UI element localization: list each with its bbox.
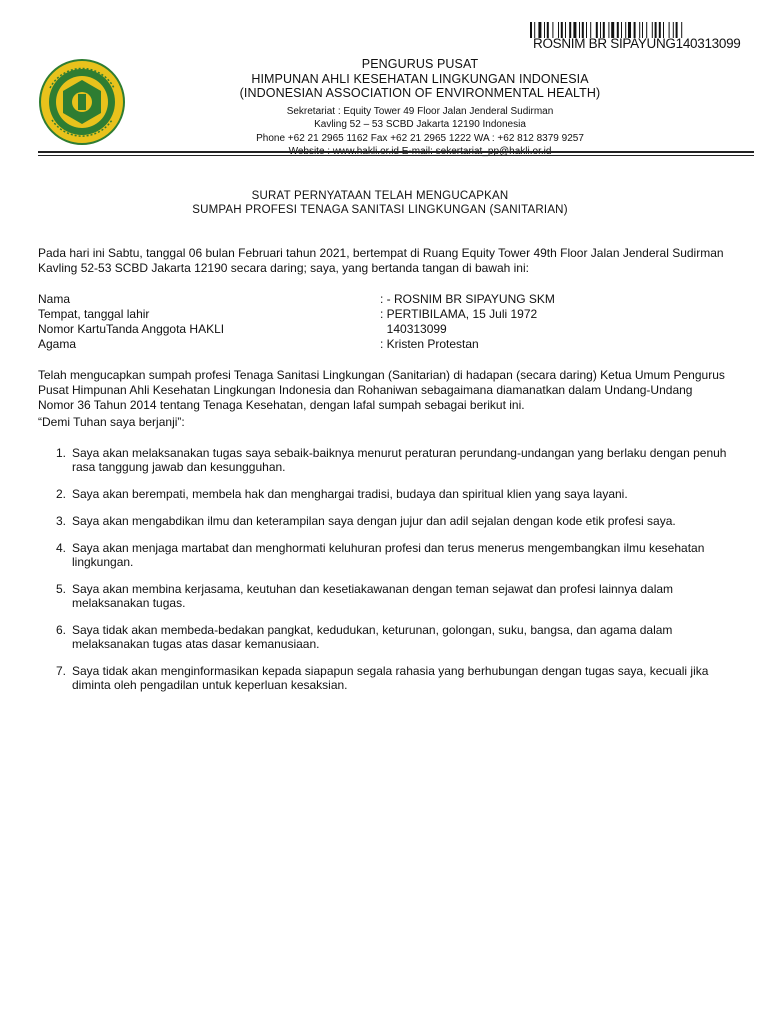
title-line-1: SURAT PERNYATAAN TELAH MENGUCAPKAN <box>251 190 509 202</box>
field-row-name <box>38 292 728 307</box>
field-value: : - ROSNIM BR SIPAYUNG SKM <box>380 292 555 306</box>
org-level: PENGURUS PUSAT <box>361 57 479 71</box>
intro-paragraph: Pada hari ini Sabtu, tanggal 06 bulan Februari tahun 2021, bertempat di Ruang Equity Tower 49th Floor Jalan Jenderal Sudirman Kavling 52-53 SCBD Jakarta 12190 secara daring; saya, yang bertanda tangan di bawah ini: <box>38 246 724 275</box>
field-label: Nomor KartuTanda Anggota HAKLI <box>38 322 225 336</box>
title-line-2: SUMPAH PROFESI TENAGA SANITASI LINGKUNGAN (SANITARIAN) <box>192 204 568 216</box>
field-label: Agama <box>38 337 77 351</box>
field-value: 140313099 <box>380 322 447 336</box>
list-item <box>38 487 728 501</box>
list-number: 5. <box>55 582 66 596</box>
list-text: Saya tidak akan membeda-bedakan pangkat, kedudukan, keturunan, golongan, suku, bangsa, dan agama dalam melaksanakan tugas atas dasar kemanusiaan. <box>72 623 673 651</box>
list-text: Saya akan menjaga martabat dan menghormati keluhuran profesi dan terus menerus mengembangkan ilmu kesehatan lingkungan. <box>72 541 705 569</box>
field-label: Nama <box>38 292 71 306</box>
list-text: Saya akan melaksanakan tugas saya sebaik-baiknya menurut peraturan perundang-undangan yang berlaku dengan penuh rasa tanggung jawab dan kesungguhan. <box>72 446 727 474</box>
field-row-religion <box>38 337 728 352</box>
letterhead-rule <box>38 151 754 153</box>
org-name-english: (INDONESIAN ASSOCIATION OF ENVIRONMENTAL HEALTH) <box>239 86 601 100</box>
hakli-logo <box>38 58 126 146</box>
list-item <box>38 582 728 610</box>
statement-paragraph: Telah mengucapkan sumpah profesi Tenaga Sanitasi Lingkungan (Sanitarian) di hadapan (secara daring) Ketua Umum Pengurus Pusat Himpunan Ahli Kesehatan Lingkungan Indonesia dan Rohaniwan sebagaimana diamanatkan dalam Undang-Undang Nomor 36 Tahun 2014 tentang Tenaga Kesehatan, dengan lafal sumpah sebagai berikut ini. <box>38 368 725 412</box>
list-text: Saya akan berempati, membela hak dan menghargai tradisi, budaya dan spiritual klien yang saya layani. <box>72 487 628 501</box>
list-item <box>38 541 728 569</box>
org-name: HIMPUNAN AHLI KESEHATAN LINGKUNGAN INDONESIA <box>251 71 589 86</box>
field-row-member-number <box>38 322 728 337</box>
list-text: Saya tidak akan menginformasikan kepada siapapun segala rahasia yang berhubungan dengan tugas saya, kecuali jika diminta oleh pengadilan untuk keperluan kesaksian. <box>72 664 709 692</box>
oath-intro: “Demi Tuhan saya berjanji”: <box>38 415 185 429</box>
list-number: 6. <box>55 623 66 637</box>
letterhead-rule-thin <box>38 155 754 156</box>
document-title <box>80 189 680 217</box>
field-value: : Kristen Protestan <box>380 337 479 351</box>
list-item <box>38 514 728 528</box>
list-text: Saya akan membina kerjasama, keutuhan dan kesetiakawanan dengan teman sejawat dan profesi lainnya dalam melaksanakan tugas. <box>72 582 674 610</box>
barcode-text: ROSNIM BR SIPAYUNG140313099 <box>533 36 741 51</box>
list-number: 1. <box>55 446 66 460</box>
identity-fields <box>38 292 728 352</box>
list-item <box>38 623 728 651</box>
field-value: : PERTIBILAMA, 15 Juli 1972 <box>380 307 538 321</box>
contact-phone: Phone +62 21 2965 1162 Fax +62 21 2965 1222 WA : +62 812 8379 9257 <box>256 132 584 144</box>
list-item <box>38 664 728 692</box>
list-item <box>38 446 728 474</box>
list-number: 4. <box>55 541 66 555</box>
list-number: 7. <box>55 664 66 678</box>
address-line-1: Sekretariat : Equity Tower 49 Floor Jalan Jenderal Sudirman <box>286 105 554 117</box>
list-number: 2. <box>55 487 66 501</box>
address-line-2: Kavling 52 – 53 SCBD Jakarta 12190 Indonesia <box>314 119 526 130</box>
letterhead <box>150 57 690 159</box>
list-text: Saya akan mengabdikan ilmu dan keterampilan saya dengan jujur dan adil sejalan dengan kode etik profesi saya. <box>72 514 676 528</box>
list-number: 3. <box>55 514 66 528</box>
field-label: Tempat, tanggal lahir <box>38 307 150 321</box>
oath-list <box>38 446 728 705</box>
field-row-birth <box>38 307 728 322</box>
